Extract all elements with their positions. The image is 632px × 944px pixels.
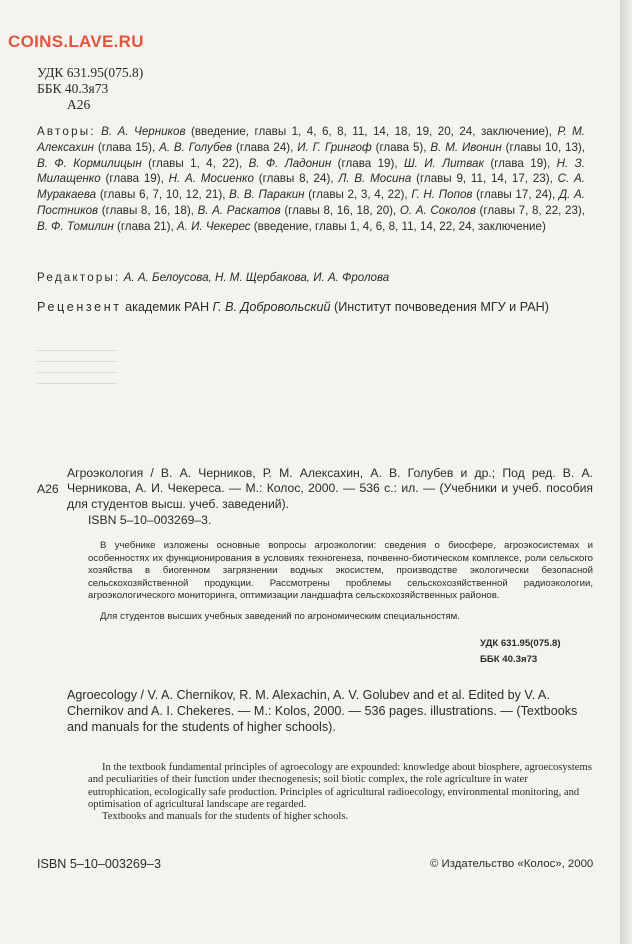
annotation-en: In the textbook fundamental principles of agroecology are expounded: knowledge about biosphere, agroecosystems and peculiarities of their function under thecnogenesis; soil biotic complex, the role agriculture in water eutrophication, ecologically safe production. Principles of agricultural radioecology, environmental monitoring, and optimisation of agricultural landscape are regarded. <box>88 762 592 811</box>
author-role: (глава 19), <box>105 172 164 186</box>
author-role: (глава 19), <box>490 156 551 170</box>
author-role: (глава 15), <box>97 140 156 154</box>
reviewer-affiliation: (Институт почвоведения МГУ и РАН) <box>334 300 549 314</box>
editors-names: А. А. Белоусова, Н. М. Щербакова, И. А. Фролова <box>123 271 390 284</box>
author-name: Ш. И. Литвак <box>397 156 491 170</box>
author-role: (глава 21), <box>116 219 174 233</box>
author-role: (введение, главы 1, 4, 6, 8, 11, 14, 18, 19, 20, 24, заключение), <box>191 125 553 138</box>
authors-paragraph <box>37 124 585 235</box>
copyright-notice: © Издательство «Колос», 2000 <box>430 858 594 870</box>
author-name: В. Ф. Ладонин <box>242 156 338 170</box>
author-name: Л. В. Мосина <box>333 172 417 186</box>
page-edge <box>620 0 632 944</box>
author-name: И. Г. Грингоф <box>293 140 376 154</box>
author-name: В. А. Черников <box>101 125 192 138</box>
author-name: В. В. Паракин <box>225 188 309 202</box>
annotation-ru: В учебнике изложены основные вопросы агроэкологии: сведения о биосфере, агроэкосистемах и особенностях их функционирования в условиях техногенеза, почвенно-биотическом комплексе, роли сельского хозяйства в биогенном загрязнении водных экосистем, производстве экологически безопасной сельскохозяйственной продукции. Рассмотрены проблемы сельскохозяйственной радиоэкологии, агроэкологического мониторинга, оптимизации ландшафта сельскохозяйственных районов. <box>88 540 593 602</box>
author-name: С. А. Муракаева <box>37 172 585 202</box>
author-role: (главы 8, 16, 18, 20), <box>284 203 397 217</box>
author-name: Д. А. Постников <box>37 188 585 217</box>
author-role: (главы 17, 24), <box>476 188 556 202</box>
bbk-code-right: ББК 40.3я73 <box>480 653 538 665</box>
author-name: Н. А. Мосиенко <box>163 172 259 186</box>
reviewer-paragraph <box>37 299 589 316</box>
udk-code-right: УДК 631.95(075.8) <box>480 638 561 649</box>
author-name: Н. З. Милащенко <box>37 156 585 186</box>
bibliographic-text-en: / V. A. Chernikov, R. M. Alexachin, A. V. Golubev and et al. Edited by V. A. Chernikov and A. I. Chekeres. — M.: Kolos, 2000. — 536 pages. illustrations. — (Textbooks and manuals for the students of higher schools). <box>67 688 578 734</box>
bleed-through-lines <box>37 350 117 394</box>
classification-block-top <box>37 65 143 113</box>
author-name: О. А. Соколов <box>396 203 480 217</box>
classification-block-right <box>480 636 588 667</box>
author-role: (главы 8, 24), <box>258 172 334 186</box>
author-role: (главы 7, 8, 22, 23), <box>479 203 586 217</box>
book-title-ru: Агроэкология <box>67 466 144 480</box>
isbn-ru: ISBN 5–10–003269–3. <box>88 513 212 527</box>
author-role: (главы 10, 13), <box>505 140 586 154</box>
reviewer-name: Г. В. Добровольский <box>212 300 331 314</box>
bibliographic-record-en <box>67 687 595 735</box>
site-watermark: COINS.LAVE.RU <box>8 32 144 51</box>
author-role: (введение, главы 1, 4, 6, 8, 11, 14, 22, 24, заключение) <box>253 219 546 233</box>
author-role: (глава 24), <box>235 140 294 154</box>
author-name: А. И. Чекерес <box>173 219 254 233</box>
author-name: В. А. Раскатов <box>193 203 285 217</box>
author-mark: А26 <box>67 97 91 112</box>
reviewer-label: Рецензент <box>37 300 122 314</box>
udk-code: УДК 631.95(075.8) <box>37 65 144 80</box>
author-name: Р. М. Алексахин <box>37 125 586 154</box>
author-role: (главы 9, 11, 14, 17, 23), <box>416 172 553 186</box>
biblio-author-mark: А26 <box>37 482 59 496</box>
author-name: А. В. Голубев <box>155 140 236 154</box>
bbk-code: ББК 40.3я73 <box>37 81 109 96</box>
author-name: В. Ф. Томилин <box>37 219 117 233</box>
author-role: (глава 5), <box>375 140 427 154</box>
editors-label: Редакторы: <box>37 271 121 284</box>
author-role: (главы 8, 16, 18), <box>101 203 194 217</box>
bibliographic-record-ru <box>67 466 593 512</box>
author-name: Г. Н. Попов <box>407 188 477 202</box>
author-role: (главы 2, 3, 4, 22), <box>308 188 408 202</box>
author-name: В. Ф. Кормилицын <box>37 156 149 170</box>
authors-label: Авторы: <box>37 125 96 138</box>
book-title-en: Agroecology <box>67 688 138 702</box>
bibliographic-text-ru: / В. А. Черников, Р. М. Алексахин, А. В. Голубев и др.; Под ред. В. А. Черникова, А. И. Чекереса. — М.: Колос, 2000. — 536 с.: ил. — (Учебники и учеб. пособия для студентов высш. учеб. заведений). <box>67 466 593 511</box>
audience-en: Textbooks and manuals for the students of higher schools. <box>102 811 349 822</box>
reviewer-prefix: академик РАН <box>125 300 210 314</box>
isbn-footer: ISBN 5–10–003269–3 <box>37 857 161 871</box>
authors-list <box>37 125 585 233</box>
author-role: (главы 1, 4, 22), <box>148 156 243 170</box>
author-role: (глава 19), <box>337 156 398 170</box>
audience-ru: Для студентов высших учебных заведений по агрономическим специальностям. <box>100 611 460 622</box>
editors-paragraph <box>37 270 597 286</box>
author-role: (главы 6, 7, 10, 12, 21), <box>99 188 226 202</box>
author-name: В. М. Ивонин <box>426 140 506 154</box>
